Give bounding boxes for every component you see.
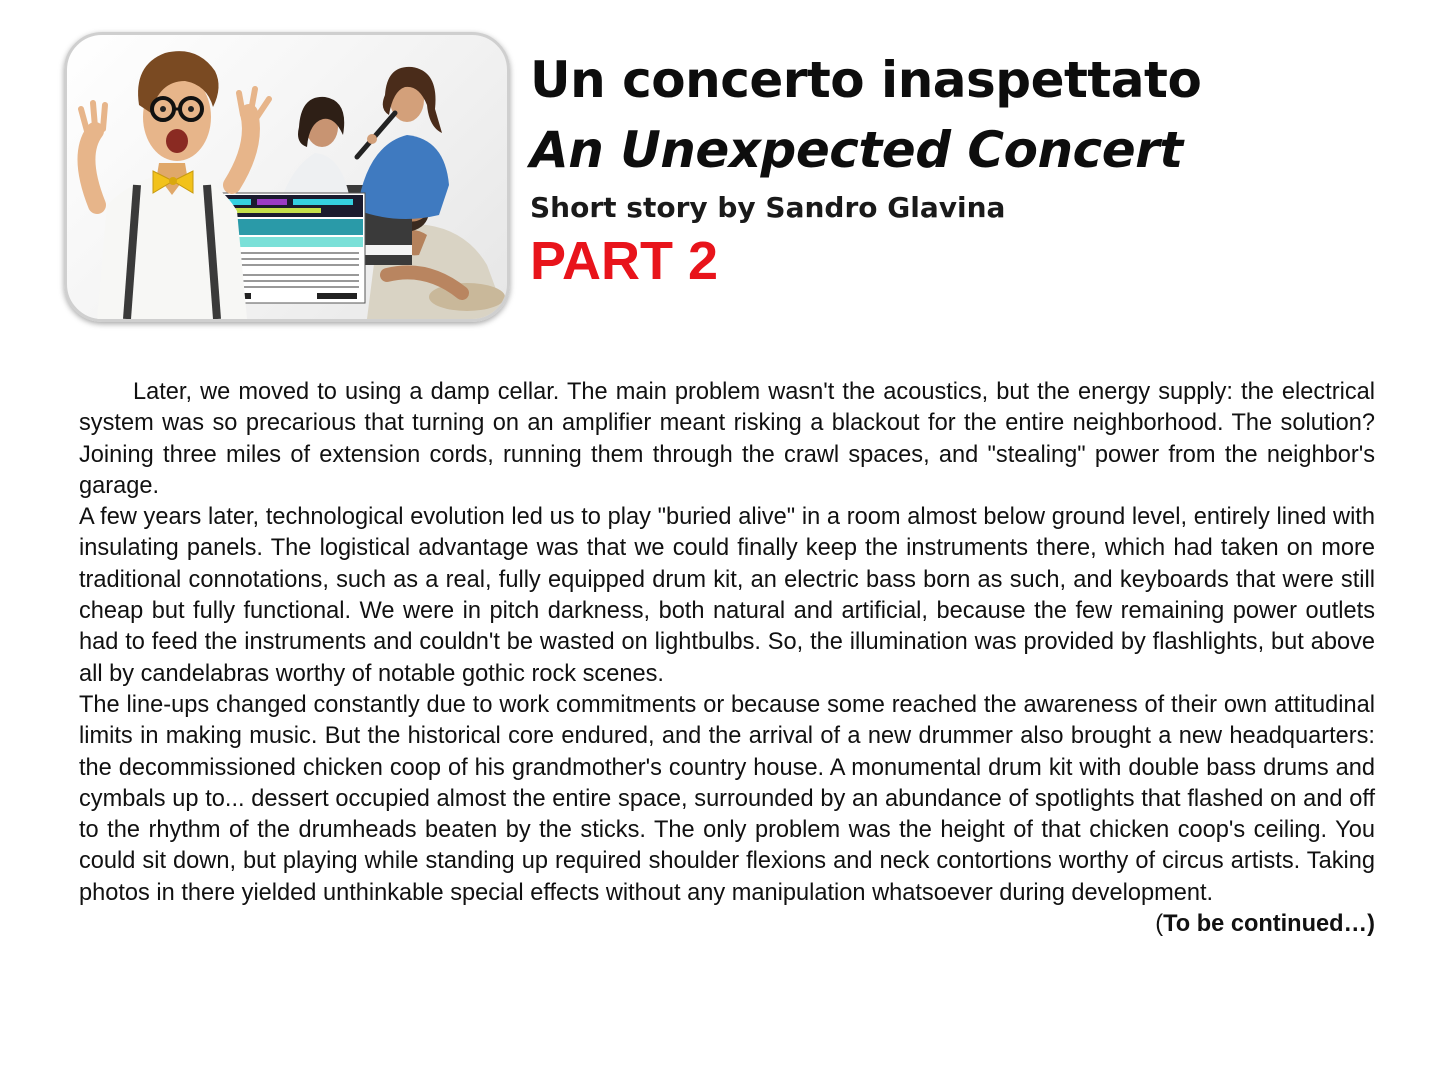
story-body [79, 377, 1375, 940]
flute-player-figure [357, 67, 449, 219]
title-block [530, 48, 1390, 294]
conductor-figure [81, 51, 269, 319]
title-italian: Un concerto inaspettato [530, 51, 1202, 109]
continued-close-paren: ) [1367, 911, 1375, 938]
story-paragraph-2: A few years later, technological evolution led us to play "buried alive" in a room almost below ground level, entirely lined with insulating panels. The logistical advantage was that we could finally keep the instruments there, which had taken on more traditional connotations, such as a real, fully equipped drum kit, an electric bass born as such, and keyboards that were still cheap but fully functional. We were in pitch darkness, both natural and artificial, because the few remaining power outlets had to feed the instruments and couldn't be wasted on lightbulbs. So, the illumination was provided by flashlights, but above all by candelabras worthy of notable gothic rock scenes. [79, 504, 1375, 687]
byline: Short story by Sandro Glavina [530, 191, 1006, 224]
to-be-continued [79, 909, 1375, 940]
continued-open-paren: ( [1155, 911, 1164, 938]
title-english: An Unexpected Concert [530, 121, 1183, 179]
band-illustration-icon [67, 35, 507, 319]
story-paragraph-3: The line-ups changed constantly due to work commitments or because some reached the awareness of their own attitudinal limits in making music. But the historical core endured, and the arrival of a new drummer also brought a new headquarters: the decommissioned chicken coop of his grandmother's country house. A monumental drum kit with double bass drums and cymbals up to... dessert occupied almost the entire space, surrounded by an abundance of spotlights that flashed on and off to the rhythm of the drumheads beaten by the sticks. The only problem was the height of that chicken coop's ceiling. You could sit down, but playing while standing up required shoulder flexions and neck contortions worthy of circus artists. Taking photos in there yielded unthinkable special effects without any manipulation whatsoever during development. [79, 691, 1375, 906]
story-illustration [64, 32, 510, 322]
continued-text: To be continued… [1163, 911, 1368, 938]
part-label: PART 2 [530, 231, 719, 291]
story-paragraph-1: Later, we moved to using a damp cellar. The main problem wasn't the acoustics, but the energy supply: the electrical system was so precarious that turning on an amplifier meant risking a blackout for the entire neighborhood. The solution? Joining three miles of extension cords, running them through the crawl spaces, and "stealing" power from the neighbor's garage. [79, 379, 1375, 499]
